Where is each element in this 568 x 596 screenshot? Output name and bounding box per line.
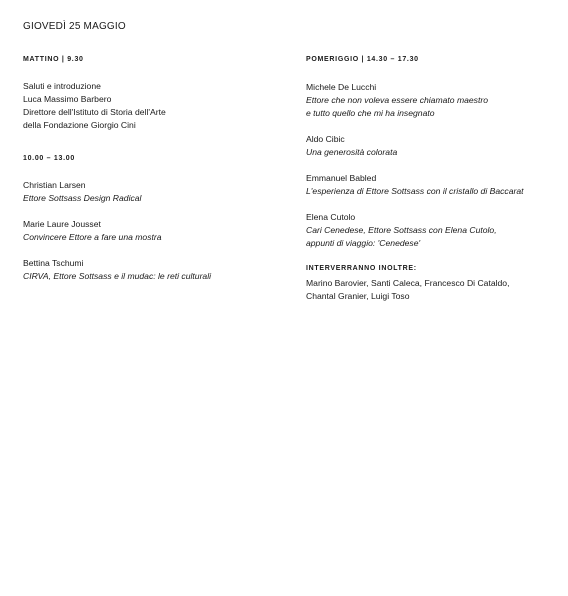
- talk-speaker: Marie Laure Jousset: [23, 219, 101, 229]
- talk-title: Una generosità colorata: [306, 147, 398, 157]
- participants-list: Chantal Granier, Luigi Toso: [306, 291, 410, 301]
- talk-item: [306, 133, 556, 159]
- talk-item: [23, 179, 283, 205]
- talk-item: [23, 257, 283, 283]
- talk-speaker: Elena Cutolo: [306, 212, 356, 222]
- talk-item: [306, 172, 556, 198]
- intro-line: Saluti e introduzione: [23, 81, 101, 91]
- talk-title: Cari Cenedese, Ettore Sottsass con Elena Cutolo,: [306, 225, 497, 235]
- talk-title: L'esperienza di Ettore Sottsass con il cristallo di Baccarat: [306, 186, 524, 196]
- morning-column: [23, 55, 283, 283]
- afternoon-header: POMERIGGIO | 14.30 – 17.30: [306, 56, 419, 63]
- talk-item: [23, 218, 283, 244]
- intro-block: [23, 80, 283, 132]
- talk-title: CIRVA, Ettore Sottsass e il mudac: le reti culturali: [23, 271, 212, 281]
- page-title: GIOVEDÌ 25 MAGGIO: [23, 21, 126, 32]
- talk-title: Ettore che non voleva essere chiamato maestro: [306, 95, 488, 105]
- afternoon-column: [306, 55, 556, 303]
- talk-speaker: Michele De Lucchi: [306, 82, 377, 92]
- morning-header: MATTINO | 9.30: [23, 56, 84, 63]
- talk-item: [306, 211, 556, 250]
- intro-speaker-role: della Fondazione Giorgio Cini: [23, 120, 136, 130]
- talk-speaker: Aldo Cibic: [306, 134, 345, 144]
- intro-speaker-role: Direttore dell'Istituto di Storia dell'Arte: [23, 107, 166, 117]
- talk-speaker: Emmanuel Babled: [306, 173, 377, 183]
- talk-title: Convincere Ettore a fare una mostra: [23, 232, 162, 242]
- intro-speaker-name: Luca Massimo Barbero: [23, 94, 112, 104]
- also-participating-header: INTERVERRANNO INOLTRE:: [306, 265, 417, 272]
- talk-item: [306, 81, 556, 120]
- talk-speaker: Bettina Tschumi: [23, 258, 84, 268]
- session-header: 10.00 – 13.00: [23, 155, 75, 162]
- participants-list: Marino Barovier, Santi Caleca, Francesco Di Cataldo,: [306, 278, 510, 288]
- talk-title: appunti di viaggio: 'Cenedese': [306, 238, 421, 248]
- talk-title: e tutto quello che mi ha insegnato: [306, 108, 435, 118]
- talk-speaker: Christian Larsen: [23, 180, 86, 190]
- talk-title: Ettore Sottsass Design Radical: [23, 193, 142, 203]
